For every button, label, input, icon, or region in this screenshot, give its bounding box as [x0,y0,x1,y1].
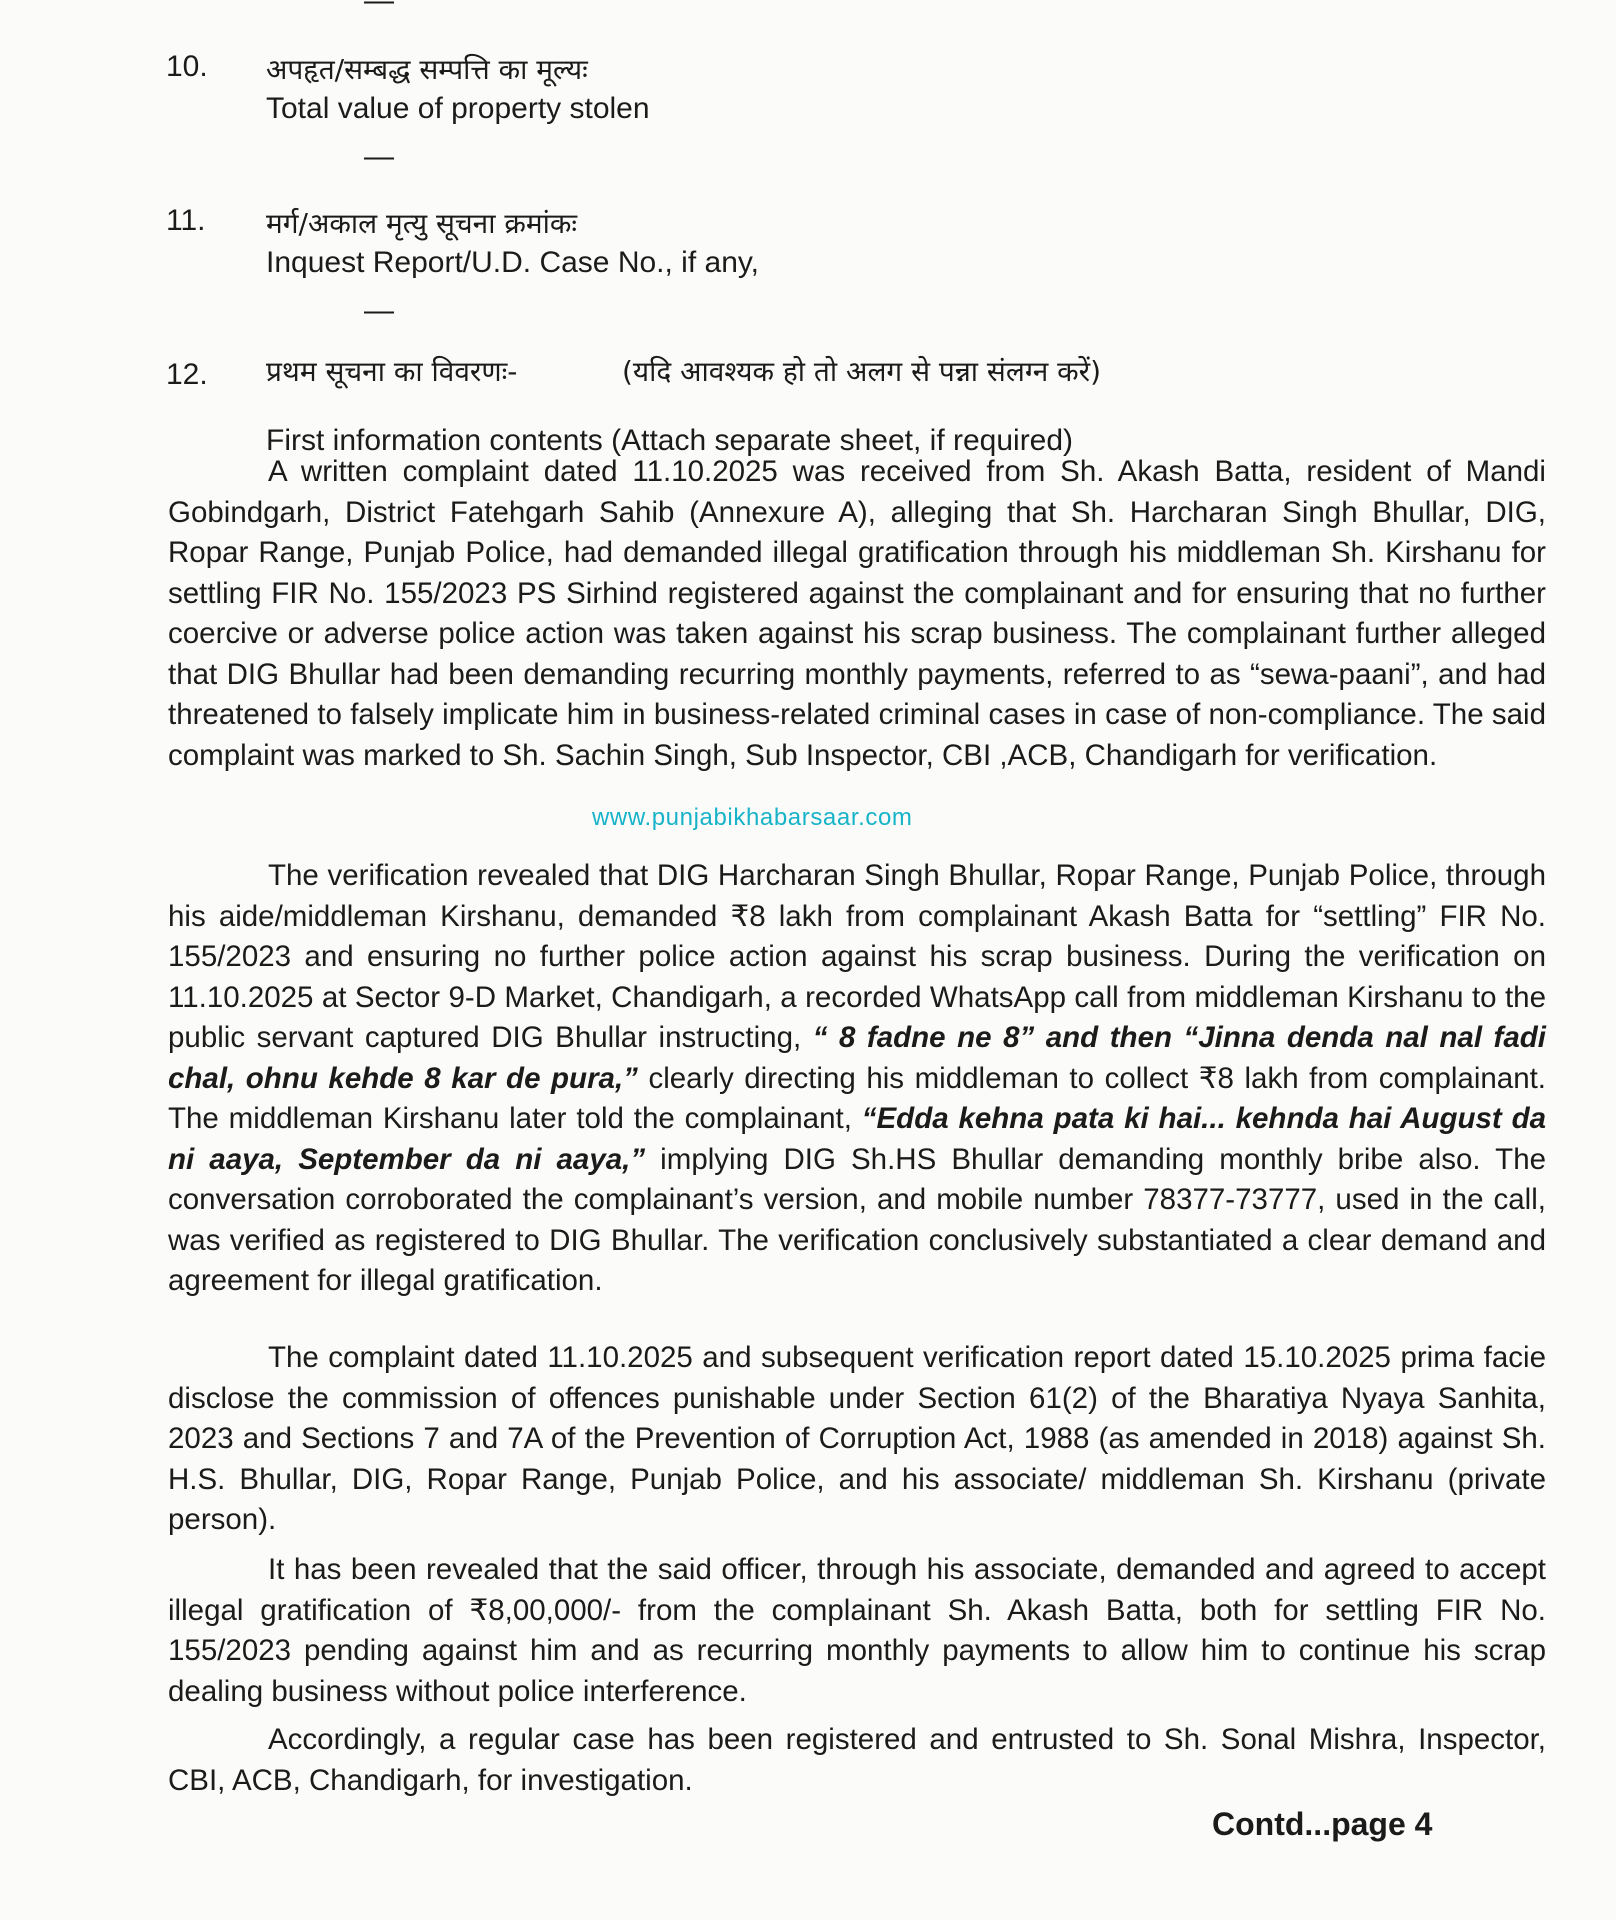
item-12-number: 12. [166,358,208,391]
paragraph-registration-text: Accordingly, a regular case has been registered and entrusted to Sh. Sonal Mishra, Inspector, CBI, ACB, Chandigarh, for investigation. [168,1723,1546,1797]
item-12-english-label: First information contents (Attach separate sheet, if required) [266,424,1074,457]
verification-text-2: clearly directing his middleman to collect ₹8 lakh from complainant. The middleman Kirshanu later told the complainant, [168,1061,1546,1135]
quote-middleman: “Edda kehna pata ki hai... kehnda hai August da ni aaya, September da ni aaya,” [168,1102,1546,1176]
continued-note: Contd...page 4 [1212,1806,1433,1842]
item-10-english-label: Total value of property stolen [266,92,650,125]
item-11-number: 11. [166,204,206,237]
watermark: www.punjabikhabarsaar.com [592,804,913,831]
paragraph-gratification [168,1550,1546,1712]
paragraph-complaint [168,452,1546,776]
item-10-hindi-label: अपहृत/सम्बद्ध सम्पत्ति का मूल्यः [266,53,588,86]
paragraph-gratification-text: It has been revealed that the said officer, through his associate, demanded and agreed to accept illegal gratification of ₹8,00,000/- from the complainant Sh. Akash Batta, both for settling FIR No. 155/2023 pending against him and as recurring monthly payments to allow him to continue his scrap dealing business without police interference. [168,1553,1546,1708]
item-12-hindi-note: (यदि आवश्यक हो तो अलग से पन्ना संलग्न करें) [622,355,1102,388]
paragraph-verification [168,856,1546,1302]
paragraph-offences [168,1338,1546,1541]
top-dash: — [364,0,394,17]
item-10-number: 10. [166,50,208,83]
item-11-hindi-label: मर्ग/अकाल मृत्यु सूचना क्रमांकः [266,207,578,240]
verification-text-1: The verification revealed that DIG Harcharan Singh Bhullar, Ropar Range, Punjab Police, through his aide/middleman Kirshanu, demanded ₹8 lakh from complainant Akash Batta for “settling” FIR No. 155/2023 and ensuring no further police action against his scrap business. During the verification on 11.10.2025 at Sector 9-D Market, Chandigarh, a recorded WhatsApp call from middleman Kirshanu to the public servant captured DIG Bhullar instructing, [168,859,1546,1054]
item-12-hindi-label: प्रथम सूचना का विवरणः- [266,355,518,388]
verification-text-3: implying DIG Sh.HS Bhullar demanding monthly bribe also. The conversation corroborated the complainant’s version, and mobile number 78377-73777, used in the call, was verified as registered to DIG Bhullar. The verification conclusively substantiated a clear demand and agreement for illegal gratification. [168,1142,1547,1297]
quote-instruction: “ 8 fadne ne 8” and then “Jinna denda nal nal fadi chal, ohnu kehde 8 kar de pura,” [168,1021,1546,1095]
paragraph-complaint-text: A written complaint dated 11.10.2025 was received from Sh. Akash Batta, resident of Mandi Gobindgarh, District Fatehgarh Sahib (Annexure A), alleging that Sh. Harcharan Singh Bhullar, DIG, Ropar Range, Punjab Police, had demanded illegal gratification through his middleman Sh. Kirshanu for settling FIR No. 155/2023 PS Sirhind registered against the complainant and for ensuring that no further coercive or adverse police action was taken against his scrap business. The complainant further alleged that DIG Bhullar had been demanding recurring monthly payments, referred to as “sewa-paani”, and had threatened to falsely implicate him in business-related criminal cases in case of non-compliance. The said complaint was marked to Sh. Sachin Singh, Sub Inspector, CBI ,ACB, Chandigarh for verification. [168,455,1546,772]
item-10-value: — [364,140,394,173]
paragraph-offences-text: The complaint dated 11.10.2025 and subsequent verification report dated 15.10.2025 prima facie disclose the commission of offences punishable under Section 61(2) of the Bharatiya Nyaya Sanhita, 2023 and Sections 7 and 7A of the Prevention of Corruption Act, 1988 (as amended in 2018) against Sh. H.S. Bhullar, DIG, Ropar Range, Punjab Police, and his associate/ middleman Sh. Kirshanu (private person). [168,1341,1546,1536]
item-11-value: — [364,294,394,327]
paragraph-registration [168,1720,1546,1801]
item-11-english-label: Inquest Report/U.D. Case No., if any, [266,246,759,279]
